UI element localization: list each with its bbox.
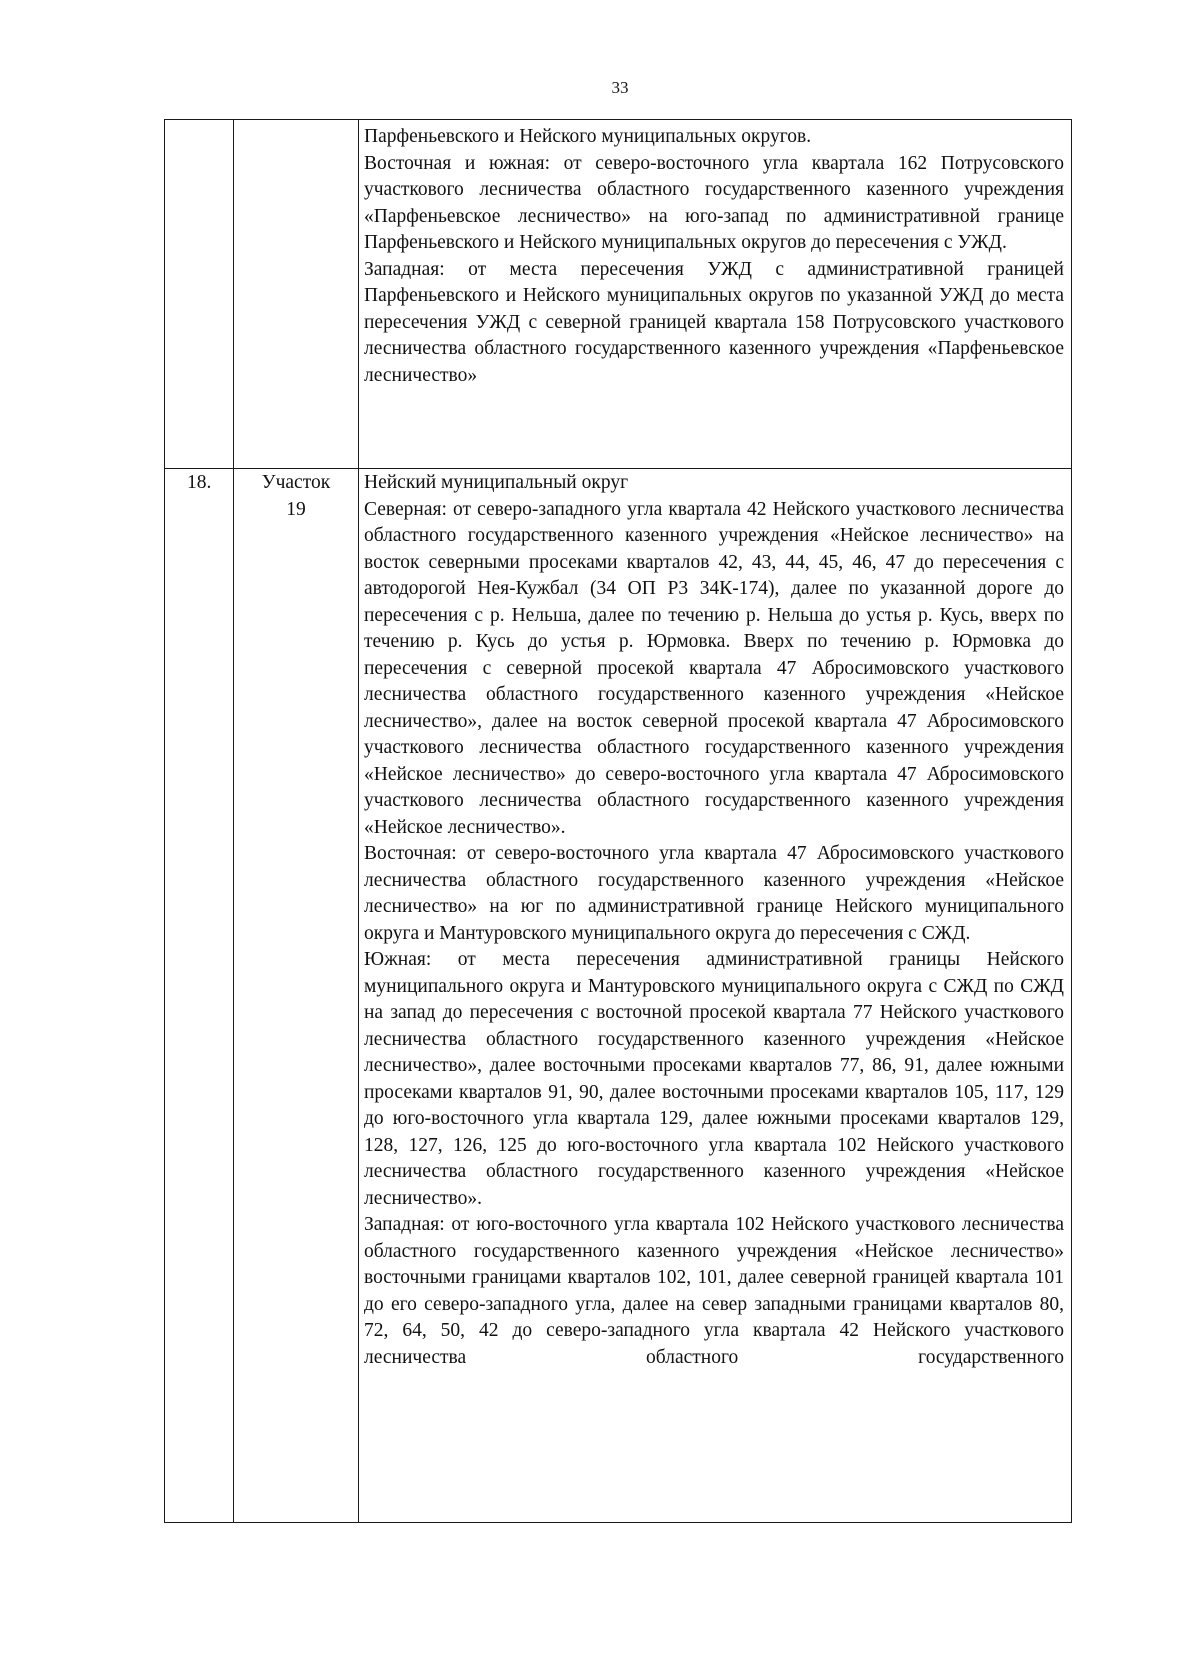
district-heading: Нейский муниципальный округ: [364, 472, 629, 493]
row-number: 18.: [187, 472, 212, 493]
continuation-paragraph: Западная: от места пересечения УЖД с административной границей Парфеньевского и Нейского муниципальных округов по указанной УЖД до места пересечения УЖД с северной границей квартала 158 Потрусовского участкового лесничества областного государственного казенного учреждения «Парфеньевское лесничество»: [364, 258, 1064, 386]
boundary-east: Восточная: от северо-восточного угла квартала 47 Абросимовского участкового лесничества областного государственного казенного учреждения «Нейское лесничество» на юг по административной границе Нейского муниципального округа и Мантуровского муниципального округа до пересечения с СЖД.: [364, 843, 1064, 944]
column-divider-name: [358, 120, 359, 1522]
continuation-paragraph: Парфеньевского и Нейского муниципальных округов.: [364, 126, 812, 147]
plot-name-cell: [234, 470, 358, 523]
column-divider-number: [233, 120, 234, 1522]
page-number: 33: [611, 78, 629, 97]
continuation-description-cell: [364, 124, 1064, 389]
plot-description-cell: [364, 470, 1064, 1371]
plot-name-label: Участок: [261, 472, 331, 493]
boundary-west: Западная: от юго-восточного угла квартала 102 Нейского участкового лесничества областного государственного казенного учреждения «Нейское лесничество» восточными границами кварталов 102, 101, далее северной границей квартала 101 до его северо-западного угла, далее на север западными границами кварталов 80, 72, 64, 50, 42 до северо-западного угла квартала 42 Нейского участкового лесничества областного государственного: [364, 1214, 1064, 1368]
continuation-paragraph: Восточная и южная: от северо-восточного угла квартала 162 Потрусовского участкового лесничества областного государственного казенного учреждения «Парфеньевское лесничество» на юго-запад по административной границе Парфеньевского и Нейского муниципальных округов до пересечения с УЖД.: [364, 152, 1064, 253]
row-divider: [165, 468, 1071, 469]
boundary-table: [164, 119, 1072, 1523]
plot-name-number: 19: [286, 498, 306, 520]
boundary-north: Северная: от северо-западного угла квартала 42 Нейского участкового лесничества областного государственного казенного учреждения «Нейское лесничество» на восток северными просеками кварталов 42, 43, 44, 45, 46, 47 до пересечения с автодорогой Нея-Кужбал (34 ОП Р3 34К-174), далее по указанной дороге до пересечения с р. Нельша, далее по течению р. Нельша до устья р. Кусь, вверх по течению р. Кусь до устья р. Юрмовка. Вверх по течению р. Юрмовка до пересечения с северной просекой квартала 47 Абросимовского участкового лесничества областного государственного казенного учреждения «Нейское лесничество», далее на восток северной просекой квартала 47 Абросимовского участкового лесничества областного государственного казенного учреждения «Нейское лесничество» до северо-восточного угла квартала 47 Абросимовского участкового лесничества областного государственного казенного учреждения «Нейское лесничество».: [364, 498, 1064, 838]
boundary-south: Южная: от места пересечения административной границы Нейского муниципального округа и Мантуровского муниципального округа с СЖД по СЖД на запад до пересечения с восточной просекой квартала 77 Нейского участкового лесничества областного государственного казенного учреждения «Нейское лесничество», далее восточными просеками кварталов 77, 86, 91, далее южными просеками кварталов 91, 90, далее восточными просеками кварталов 105, 117, 129 до юго-восточного угла квартала 129, далее южными просеками кварталов 129, 128, 127, 126, 125 до юго-восточного угла квартала 102 Нейского участкового лесничества областного государственного казенного учреждения «Нейское лесничество».: [364, 949, 1064, 1209]
